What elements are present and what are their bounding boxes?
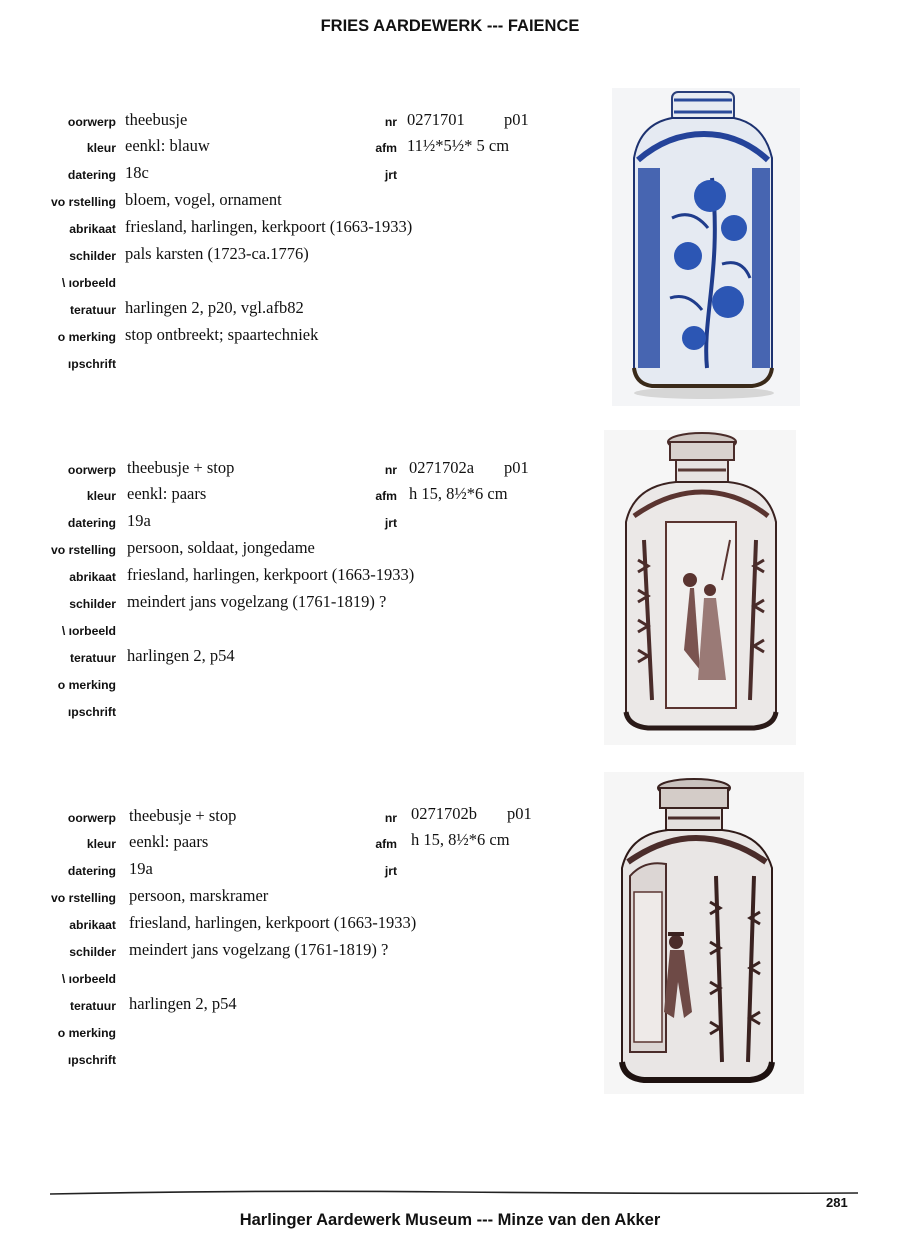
catalogue-entry bbox=[0, 448, 900, 778]
label-kleur: kleur bbox=[86, 141, 116, 155]
value-afm: h 15, 8½*6 cm bbox=[411, 830, 510, 849]
label-voorstelling: vo rstelling bbox=[50, 891, 116, 905]
label-datering: datering bbox=[67, 864, 116, 878]
label-voorwerp: oorwerp bbox=[67, 115, 116, 129]
label-opmerking: o merking bbox=[57, 1026, 116, 1040]
value-schilder: meindert jans vogelzang (1761-1819) ? bbox=[129, 940, 389, 959]
value-literatuur: harlingen 2, p54 bbox=[129, 994, 237, 1013]
label-literatuur: teratuur bbox=[69, 999, 116, 1013]
label-voorstelling: vo rstelling bbox=[50, 543, 116, 557]
label-kleur: kleur bbox=[86, 837, 116, 851]
label-voorwerp: oorwerp bbox=[67, 811, 116, 825]
label-nr: nr bbox=[384, 463, 397, 477]
label-opschrift: ıpschrift bbox=[67, 705, 116, 719]
label-literatuur: teratuur bbox=[69, 651, 116, 665]
value-voorwerp: theebusje bbox=[125, 110, 188, 129]
value-kleur: eenkl: paars bbox=[127, 484, 207, 503]
value-page: p01 bbox=[507, 804, 532, 823]
value-page: p01 bbox=[504, 458, 529, 477]
value-nr: 0271702b bbox=[411, 804, 477, 823]
label-jrt: jrt bbox=[384, 516, 397, 530]
label-schilder: schilder bbox=[69, 945, 116, 959]
value-literatuur: harlingen 2, p54 bbox=[127, 646, 235, 665]
value-page: p01 bbox=[504, 110, 529, 129]
label-afm: afm bbox=[375, 141, 397, 155]
label-voorbeeld: \ ıorbeeld bbox=[61, 972, 116, 986]
value-voorstelling: persoon, marskramer bbox=[129, 886, 269, 905]
value-schilder: meindert jans vogelzang (1761-1819) ? bbox=[127, 592, 387, 611]
label-voorwerp: oorwerp bbox=[67, 463, 116, 477]
value-voorstelling: bloem, vogel, ornament bbox=[125, 190, 282, 209]
label-kleur: kleur bbox=[86, 489, 116, 503]
catalogue-entry bbox=[0, 100, 900, 430]
label-fabrikaat: abrikaat bbox=[69, 570, 116, 584]
value-schilder: pals karsten (1723-ca.1776) bbox=[125, 244, 309, 263]
label-datering: datering bbox=[67, 168, 116, 182]
catalogue-entry bbox=[0, 796, 900, 1126]
tea-caddy-photo bbox=[604, 772, 804, 1094]
value-afm: h 15, 8½*6 cm bbox=[409, 484, 508, 503]
value-datering: 18c bbox=[125, 163, 149, 182]
footer-credit: Harlinger Aardewerk Museum --- Minze van den Akker bbox=[239, 1211, 661, 1229]
label-afm: afm bbox=[375, 837, 397, 851]
label-voorbeeld: \ ıorbeeld bbox=[61, 276, 116, 290]
label-opschrift: ıpschrift bbox=[67, 1053, 116, 1067]
value-literatuur: harlingen 2, p20, vgl.afb82 bbox=[125, 298, 304, 317]
label-voorbeeld: \ ıorbeeld bbox=[61, 624, 116, 638]
label-literatuur: teratuur bbox=[69, 303, 116, 317]
value-fabrikaat: friesland, harlingen, kerkpoort (1663-1933) bbox=[125, 217, 413, 236]
label-datering: datering bbox=[67, 516, 116, 530]
label-afm: afm bbox=[375, 489, 397, 503]
value-afm: 11½*5½* 5 cm bbox=[407, 136, 510, 155]
value-datering: 19a bbox=[129, 859, 153, 878]
value-voorstelling: persoon, soldaat, jongedame bbox=[127, 538, 315, 557]
value-opmerking: stop ontbreekt; spaartechniek bbox=[125, 325, 319, 344]
footer-rule bbox=[50, 1189, 860, 1199]
label-nr: nr bbox=[384, 115, 397, 129]
tea-caddy-photo bbox=[612, 88, 800, 406]
label-jrt: jrt bbox=[384, 864, 397, 878]
tea-caddy-photo bbox=[604, 430, 796, 745]
label-jrt: jrt bbox=[384, 168, 397, 182]
value-voorwerp: theebusje + stop bbox=[127, 458, 235, 477]
label-schilder: schilder bbox=[69, 597, 116, 611]
label-opmerking: o merking bbox=[57, 678, 116, 692]
page-title: FRIES AARDEWERK --- FAIENCE bbox=[320, 17, 580, 35]
value-nr: 0271702a bbox=[409, 458, 475, 477]
label-opmerking: o merking bbox=[57, 330, 116, 344]
page-number: 281 bbox=[826, 1195, 848, 1210]
value-fabrikaat: friesland, harlingen, kerkpoort (1663-1933) bbox=[127, 565, 415, 584]
label-opschrift: ıpschrift bbox=[67, 357, 116, 371]
value-fabrikaat: friesland, harlingen, kerkpoort (1663-1933) bbox=[129, 913, 417, 932]
label-voorstelling: vo rstelling bbox=[50, 195, 116, 209]
label-schilder: schilder bbox=[69, 249, 116, 263]
value-datering: 19a bbox=[127, 511, 151, 530]
label-fabrikaat: abrikaat bbox=[69, 918, 116, 932]
label-fabrikaat: abrikaat bbox=[69, 222, 116, 236]
value-kleur: eenkl: blauw bbox=[125, 136, 210, 155]
label-nr: nr bbox=[384, 811, 397, 825]
value-nr: 0271701 bbox=[407, 110, 465, 129]
value-kleur: eenkl: paars bbox=[129, 832, 209, 851]
value-voorwerp: theebusje + stop bbox=[129, 806, 237, 825]
